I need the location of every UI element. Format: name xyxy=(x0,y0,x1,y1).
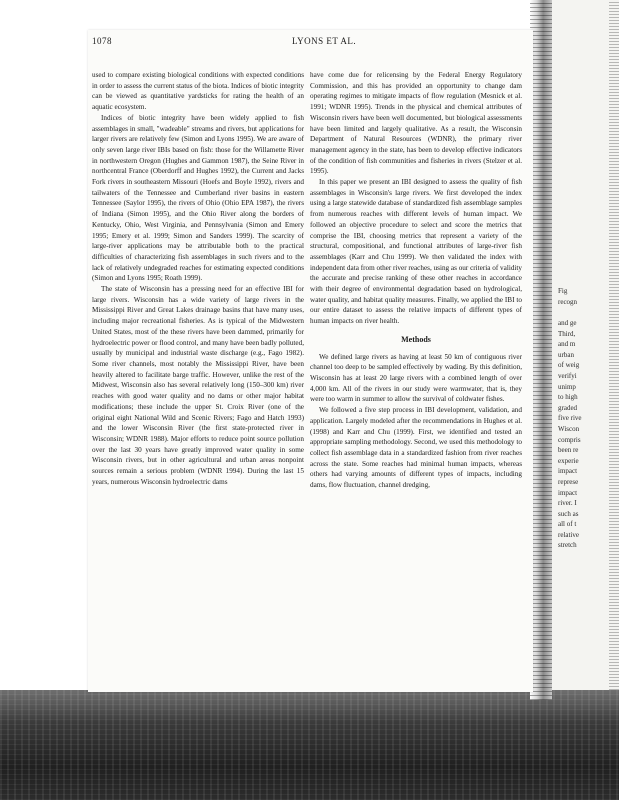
running-head xyxy=(92,36,521,50)
scanner-background-bottom xyxy=(0,690,619,800)
body-paragraph: In this paper we present an IBI designed to assess the quality of fish assemblages in Wisconsin's large rivers. We first developed the index using a large statewide database of standardized fish assemblage samples from numerous reaches with different levels of human impact. We followed an objective procedure to select and score the metrics that comprise the IBI, choosing metrics that represent a variety of the structural, compositional, and functional attributes of large-river fish assemblages (Karr and Chu 1999). We then validated the index with independent data from other river reaches, using as our criteria of validity the accurate and precise ranking of these other reaches in accordance with their degree of environmental degradation based on hydrological, water quality, and habitat quality measures. Finally, we applied the IBI to our entire dataset to assess the relative impacts of different types of human impacts on river health. xyxy=(310,178,522,326)
body-paragraph: The state of Wisconsin has a pressing need for an effective IBI for large rivers. Wisconsin has a wide variety of large rivers in the Mississippi River and Great Lakes drainage basins that have many uses, including major recreational fisheries. As is typical of the Midwestern United States, most of the these rivers have been dammed, primarily for hydroelectric power or flood control, and many have been badly polluted, usually by municipal and industrial waste discharge (e.g., Fago 1982). Some river channels, most notably the Mississippi River, have been heavily altered to facilitate barge traffic. However, unlike the rest of the Midwest, Wisconsin also has several relatively long (150–300 km) river reaches with good water quality and no dams or other major habitat modifications; these include the upper St. Croix River (one of the original eight National Wild and Scenic Rivers; Fago and Hatch 1993) and the lower Wisconsin River (the first state-protected river in Wisconsin; WDNR 1988). Major efforts to reduce point source pollution over the last 30 years have greatly improved water quality in some Wisconsin rivers, but in other agricultural and urban areas nonpoint sources remain a serious problem (WDNR 1994). During the last 15 years, numerous Wisconsin hydroelectric dams xyxy=(92,285,304,486)
text-fragment: verifyi xyxy=(558,371,577,380)
text-fragment: unimp xyxy=(558,382,576,391)
text-fragment: Third, xyxy=(558,329,576,338)
text-fragment: represe xyxy=(558,477,579,486)
adjacent-page-text xyxy=(558,318,618,551)
text-fragment: Wiscon xyxy=(558,424,580,433)
text-fragment: been re xyxy=(558,446,579,455)
body-paragraph: have come due for relicensing by the Federal Energy Regulatory Commission, and this has provided an opportunity to change dam operating regimes to mitigate impacts of flow regulation (Mesnick et al. 1991; WDNR 1995). Trends in the physical and chemical attributes of Wisconsin rivers have been well documented, but biological assessments have been limited and largely qualitative. As a result, the Wisconsin Department of Natural Resources (WDNR), the primary river management agency in the state, has been to develop effective indicators of the condition of fish communities and fisheries in rivers (Stelzer et al. 1995). xyxy=(310,71,522,176)
text-fragment: experie xyxy=(558,456,579,465)
adjacent-page-edge xyxy=(552,0,619,690)
text-fragment: graded xyxy=(558,403,578,412)
text-fragment: impact xyxy=(558,488,578,497)
body-paragraph: used to compare existing biological conditions with expected conditions in order to assess the current status of the biota. Indices of biotic integrity can be viewed as quantitative yardsticks for rating the health of an aquatic ecosystem. xyxy=(92,71,304,112)
text-fragment: such as xyxy=(558,509,579,518)
body-paragraph: Indices of biotic integrity have been widely applied to fish assemblages in small, "wadeable" streams and rivers, but applications for larger rivers are relatively few (Simon and Lyons 1995). We are aware of only seven large river IBIs based on fish: those for the Willamette River in northwestern Oregon (Hughes and Gammon 1987), the Seine River in northcentral France (Oberdorff and Hughes 1992), the Current and Jacks Fork rivers in southeastern Missouri (Hoefs and Boyle 1992), rivers and tailwaters of the Tennessee and Cumberland river basins in eastern Tennessee (Saylor 1995), the rivers of Ohio (Ohio EPA 1987), the rivers of Indiana (Simon 1995), and the Ohio River along the borders of Kentucky, Ohio, West Virginia, and Pennsylvania (Simon and Emery 1995; Emery et al. 1999; Simon and Sanders 1999). The scarcity of large-river applications may be attributable both to the practical difficulties of characterizing fish assemblages in such rivers and to the lack of relatively undegraded reaches for estimating expected conditions (Simon and Lyons 1995; Roath 1999). xyxy=(92,113,304,283)
page-gutter-shadow xyxy=(530,0,552,700)
text-fragment: Fig xyxy=(558,287,568,295)
text-fragment: five rive xyxy=(558,414,582,423)
text-fragment: of weig xyxy=(558,361,580,370)
text-fragment: impact xyxy=(558,467,578,476)
text-fragment: and ge xyxy=(558,319,577,327)
text-fragment: stretch xyxy=(558,541,577,550)
text-fragment: recogn xyxy=(558,297,578,306)
text-fragment: river. I xyxy=(558,499,577,508)
running-title: LYONS ET AL. xyxy=(292,36,357,46)
right-column xyxy=(310,70,522,491)
text-fragment: compris xyxy=(558,435,581,444)
text-fragment: urban xyxy=(558,350,574,359)
text-fragment: and m xyxy=(558,340,576,349)
body-paragraph: We defined large rivers as having at least 50 km of contiguous river channel too deep to be sampled effectively by wading. By this definition, Wisconsin has at least 20 large rivers with a combined length of over 4,000 km. All of the rivers in our study were warmwater, that is, they were too warm in summer to allow the survival of coldwater fishes. xyxy=(310,352,522,404)
journal-page xyxy=(88,30,533,692)
adjacent-page-caption xyxy=(558,286,618,307)
section-heading-methods: Methods xyxy=(401,334,431,344)
text-fragment: relative xyxy=(558,530,579,539)
text-fragment: to high xyxy=(558,393,578,402)
text-fragment: all of t xyxy=(558,520,577,529)
left-column xyxy=(92,70,304,487)
page-number: 1078 xyxy=(92,36,112,46)
body-paragraph: We followed a five step process in IBI development, validation, and application. Largely modeled after the recommendations in Hughes et al. (1998) and Karr and Chu (1999). First, we identified and tested an appropriate sampling methodology. Second, we used this methodology to collect fish assemblage data in a standardized fashion from river reaches across the state. Some reaches had minimal human impacts, whereas others had varying amounts of different types of impacts, including dams, flow fluctuation, channel dredging, xyxy=(310,406,522,490)
